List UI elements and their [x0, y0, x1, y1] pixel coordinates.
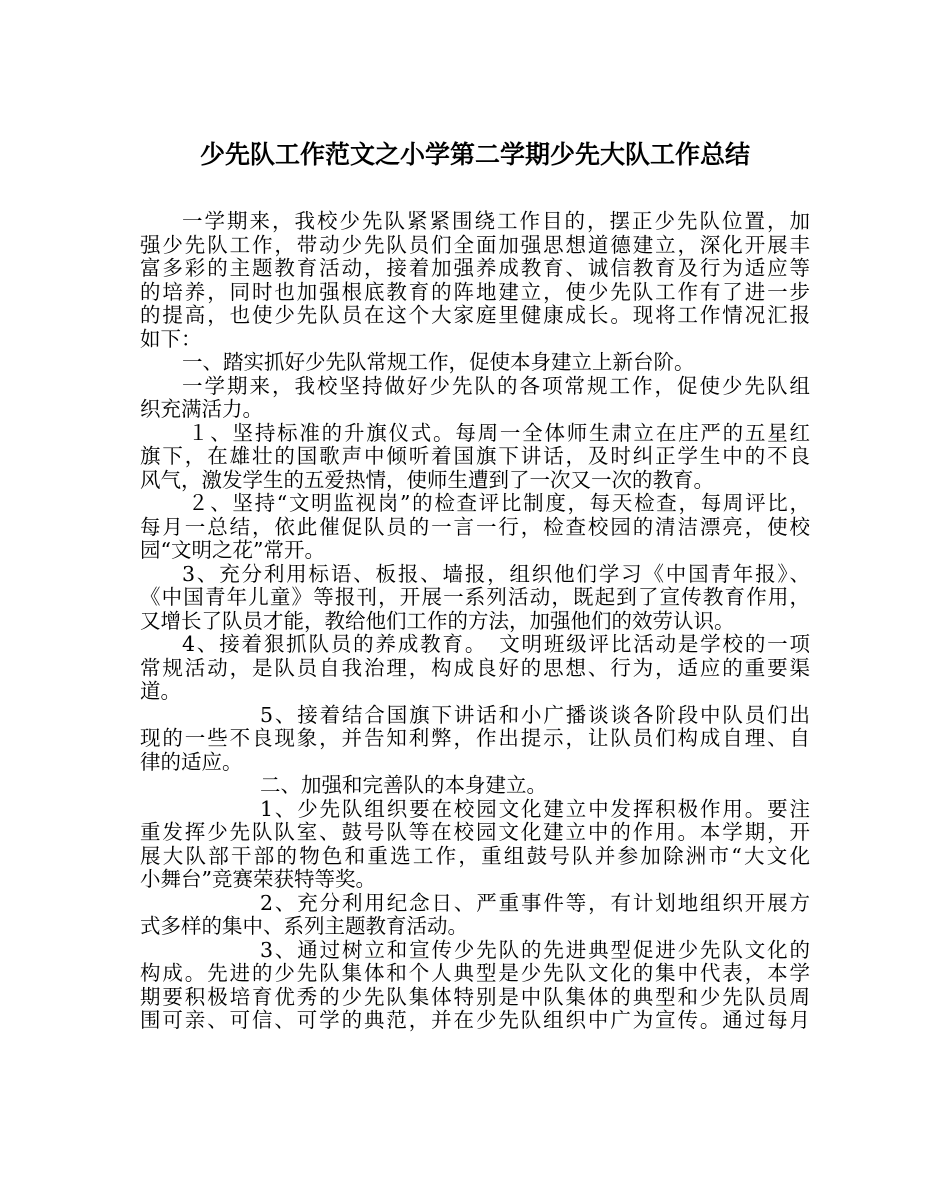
paragraph-line: ２、坚持“文明监视岗”的检查评比制度，每天检查，每周评比， [188, 492, 810, 515]
paragraph-line: 构成。先进的少先队集体和个人典型是少先队文化的集中代表，本学 [140, 962, 810, 985]
paragraph-line: 园“文明之花”常开。 [140, 539, 325, 562]
paragraph-line: 律的适应。 [140, 750, 243, 774]
document-title: 少先队工作范文之小学第二学期少先大队工作总结 [199, 140, 750, 169]
paragraph-line: 强少先队工作，带动少先队员们全面加强思想道德建立，深化开展丰 [140, 233, 810, 257]
paragraph-line: 现的一些不良现象，并告知利弊，作出提示，让队员们构成自理、自 [140, 727, 810, 750]
paragraph-line: 展大队部干部的物色和重选工作，重组鼓号队并参加除洲市“大文化 [140, 844, 810, 868]
paragraph-line: 《中国青年儿童》等报刊，开展一系列活动，既起到了宣传教育作用， [140, 586, 810, 609]
paragraph-line: 小舞台”竞赛荣获特等奖。 [140, 868, 376, 891]
paragraph-line: 旗下，在雄壮的国歌声中倾听着国旗下讲话，及时纠正学生中的不良 [140, 445, 810, 468]
section-heading: 二、加强和完善队的本身建立。 [260, 774, 547, 797]
section-heading: 一、踏实抓好少先队常规工作，促使本身建立上新台阶。 [182, 351, 695, 374]
paragraph-line: 富多彩的主题教育活动，接着加强养成教育、诚信教育及行为适应等 [140, 257, 810, 280]
paragraph-line: 5、接着结合国旗下讲话和小广播谈谈各阶段中队员们出 [260, 703, 810, 727]
paragraph-line: 织充满活力。 [140, 398, 263, 421]
paragraph-line: 的培养，同时也加强根底教育的阵地建立，使少先队工作有了进一步 [140, 280, 810, 304]
paragraph-line: 4、接着狠抓队员的养成教育。 文明班级评比活动是学校的一项 [182, 633, 810, 656]
paragraph-line: 3、充分利用标语、板报、墙报，组织他们学习《中国青年报》、 [182, 562, 810, 586]
paragraph-line: １、坚持标准的升旗仪式。每周一全体师生肃立在庄严的五星红 [188, 421, 810, 445]
paragraph-line: 一学期来，我校少先队紧紧围绕工作目的，摆正少先队位置，加 [182, 210, 810, 233]
paragraph-line: 常规活动，是队员自我治理，构成良好的思想、行为，适应的重要渠 [140, 656, 810, 680]
paragraph-line: 风气，激发学生的五爱热情，使师生遭到了一次又一次的教育。 [140, 468, 714, 492]
paragraph-line: 又增长了队员才能，教给他们工作的方法，加强他们的效劳认识。 [140, 609, 735, 633]
document-body [140, 210, 810, 1033]
paragraph-line: 如下： [140, 327, 202, 351]
paragraph-line: 期要积极培育优秀的少先队集体特别是中队集体的典型和少先队员周 [140, 985, 810, 1009]
paragraph-line: 3、通过树立和宣传少先队的先进典型促进少先队文化的 [260, 938, 810, 962]
paragraph-line: 的提高，也使少先队员在这个大家庭里健康成长。现将工作情况汇报 [140, 304, 810, 327]
paragraph-line: 式多样的集中、系列主题教育活动。 [140, 915, 468, 938]
paragraph-line: 每月一总结，依此催促队员的一言一行，检查校园的清洁漂亮，使校 [140, 515, 810, 539]
paragraph-line: 1、少先队组织要在校园文化建立中发挥积极作用。要注 [260, 797, 810, 821]
paragraph-line: 重发挥少先队队室、鼓号队等在校园文化建立中的作用。本学期，开 [140, 821, 810, 844]
paragraph-line: 一学期来，我校坚持做好少先队的各项常规工作，促使少先队组 [182, 374, 810, 398]
paragraph-line: 围可亲、可信、可学的典范，并在少先队组织中广为宣传。通过每月 [140, 1009, 810, 1032]
paragraph-line: 道。 [140, 680, 181, 703]
paragraph-line: 2、充分利用纪念日、严重事件等，有计划地组织开展方 [260, 891, 810, 915]
